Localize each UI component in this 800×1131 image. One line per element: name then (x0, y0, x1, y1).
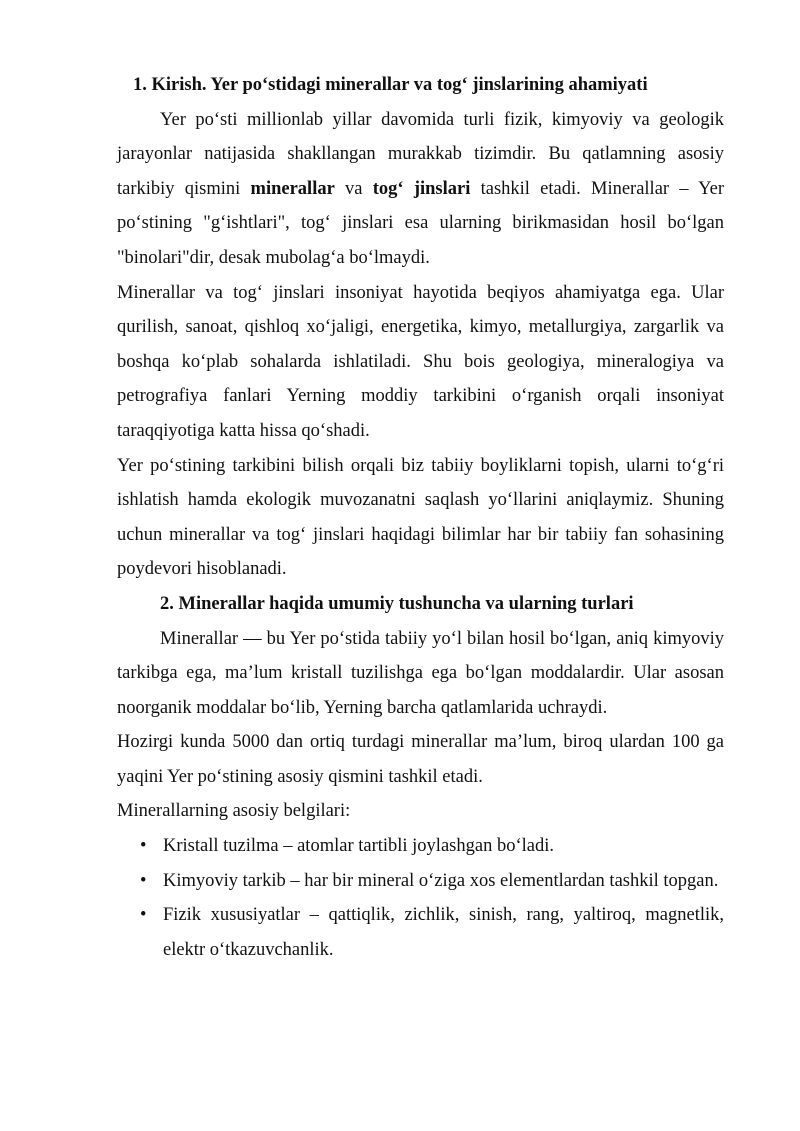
list-item-text: Kimyoviy tarkib – har bir mineral o‘ziga xos elementlardan tashkil topgan. (163, 870, 719, 891)
bold-term-minerallar: minerallar (250, 178, 335, 199)
list-item-text: Kristall tuzilma – atomlar tartibli joylashgan bo‘ladi. (163, 836, 554, 857)
bullet-icon: • (140, 836, 147, 857)
list-item (117, 864, 724, 899)
section-2-paragraph-1: Minerallar — bu Yer po‘stida tabiiy yo‘l bilan hosil bo‘lgan, aniq kimyoviy tarkibga ega, ma’lum kristall tuzilishga ega bo‘lgan moddalardir. Ular asosan noorganik moddalar bo‘lib, Yerning barcha qatlamlarida uchraydi. (117, 628, 724, 718)
bold-term-tog-jinslari: tog‘ jinslari (372, 178, 471, 199)
bullet-icon: • (140, 905, 147, 926)
list-item (117, 829, 724, 864)
section-1-heading: 1. Kirish. Yer po‘stidagi minerallar va tog‘ jinslarining ahamiyati (133, 75, 648, 95)
list-item (117, 898, 724, 967)
section-2-paragraph-3: Minerallarning asosiy belgilari: (117, 801, 351, 822)
section-1-paragraph-3: Yer po‘stining tarkibini bilish orqali biz tabiiy boyliklarni topish, ularni to‘g‘ri ishlatish hamda ekologik muvozanatni saqlash yo‘llarini aniqlaymiz. Shuning uchun minerallar va tog‘ jinslari haqidagi bilimlar har bir tabiiy fan sohasining poydevori hisoblanadi. (117, 455, 724, 580)
paragraph-text: tashkil etadi. Minerallar – Yer po‘stining "g‘ishtlari", tog‘ jinslari esa ularning birikmasidan hosil bo‘lgan "binolari"dir, desak mubolag‘a bo‘lmaydi. (117, 178, 724, 268)
mineral-properties-list (117, 829, 724, 967)
document-body (117, 68, 724, 967)
list-item-text: Fizik xususiyatlar – qattiqlik, zichlik, sinish, rang, yaltiroq, magnetlik, elektr o‘tkazuvchanlik. (163, 905, 724, 960)
section-2-heading: 2. Minerallar haqida umumiy tushuncha va ularning turlari (160, 593, 634, 614)
section-2-paragraph-2: Hozirgi kunda 5000 dan ortiq turdagi minerallar ma’lum, biroq ulardan 100 ga yaqini Yer po‘stining asosiy qismini tashkil etadi. (117, 732, 724, 787)
section-1-paragraph-1 (117, 103, 724, 276)
section-1-paragraph-2: Minerallar va tog‘ jinslari insoniyat hayotida beqiyos ahamiyatga ega. Ular qurilish, sanoat, qishloq xo‘jaligi, energetika, kimyo, metallurgiya, zargarlik va boshqa ko‘plab sohalarda ishlatiladi. Shu bois geologiya, mineralogiya va petrografiya fanlari Yerning moddiy tarkibini o‘rganish orqali insoniyat taraqqiyotiga katta hissa qo‘shadi. (117, 282, 724, 441)
paragraph-text: va (334, 178, 373, 199)
bullet-icon: • (140, 870, 147, 891)
paragraph-text: Yer po‘sti millionlab yillar davomida turli fizik, kimyoviy va geologik jarayonlar natijasida shakllangan murakkab tizimdir. Bu qatlamning asosiy tarkibiy qismini (117, 109, 724, 199)
